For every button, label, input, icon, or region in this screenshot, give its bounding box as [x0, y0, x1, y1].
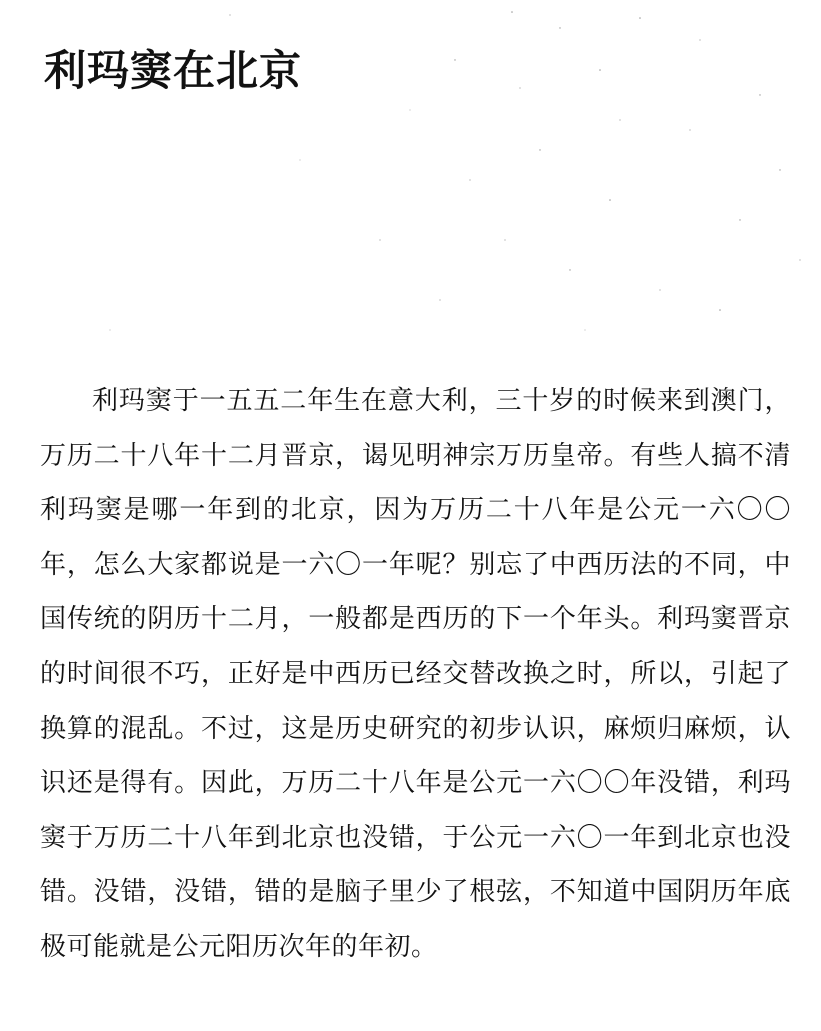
page-title: 利玛窦在北京 [44, 46, 303, 95]
body-paragraph: 利玛窦于一五五二年生在意大利，三十岁的时候来到澳门，万历二十八年十二月晋京，谒见明神宗万历皇帝。有些人搞不清利玛窦是哪一年到的北京，因为万历二十八年是公元一六〇〇年，怎么大家都说是一六〇一年呢？别忘了中西历法的不同，中国传统的阴历十二月，一般都是西历的下一个年头。利玛窦晋京的时间很不巧，正好是中西历已经交替改换之时，所以，引起了换算的混乱。不过，这是历史研究的初步认识，麻烦归麻烦，认识还是得有。因此，万历二十八年是公元一六〇〇年没错，利玛窦于万历二十八年到北京也没错，于公元一六〇一年到北京也没错。没错，没错，错的是脑子里少了根弦，不知道中国阴历年底极可能就是公元阳历次年的年初。 [40, 386, 791, 962]
